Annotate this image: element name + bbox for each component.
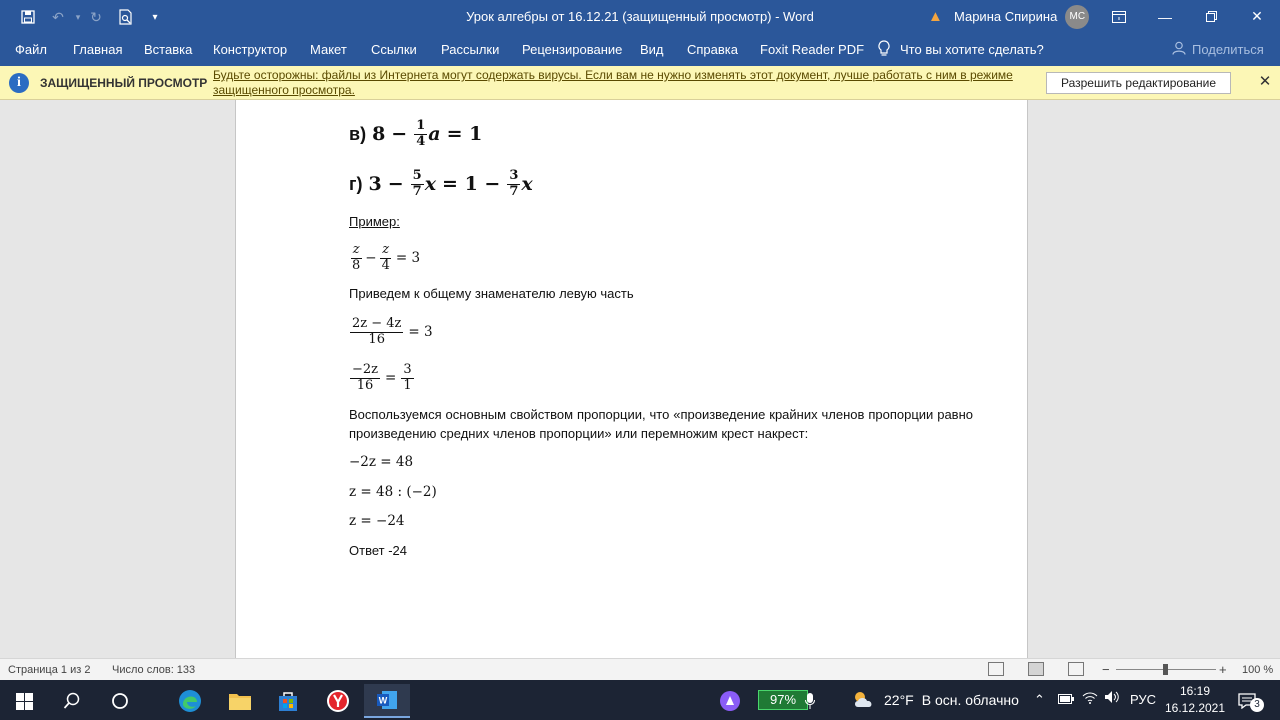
equation-3: $\frac{-2z}{16}$ = $\frac{3}{1}$ — [352, 361, 412, 393]
fraction: $\frac{z}{4}$ — [381, 241, 390, 273]
equation-2: $\frac{2z - 4z}{16}$ = 3 — [352, 315, 433, 347]
notification-center-icon[interactable] — [1238, 680, 1272, 720]
item-g-label: г) — [349, 173, 363, 194]
ribbon-display-options-icon[interactable] — [1096, 0, 1142, 33]
print-layout-icon[interactable] — [1028, 662, 1044, 676]
save-icon[interactable] — [18, 7, 38, 27]
tab-layout[interactable]: Макет — [310, 42, 347, 57]
zoom-level[interactable]: 100 % — [1242, 664, 1274, 676]
battery-indicator[interactable]: 97% — [758, 690, 808, 710]
equation-6: z = −24 — [349, 513, 405, 529]
tell-me-label: Что вы хотите сделать? — [900, 42, 1044, 57]
yandex-browser-icon[interactable] — [318, 684, 358, 718]
web-layout-icon[interactable] — [1068, 662, 1084, 676]
taskbar — [0, 680, 1280, 720]
weather-widget[interactable] — [852, 680, 1019, 720]
protected-view-title: ЗАЩИЩЕННЫЙ ПРОСМОТР — [40, 76, 208, 90]
person-icon — [1172, 41, 1186, 58]
word-count[interactable]: Число слов: 133 — [112, 664, 196, 676]
tab-design[interactable]: Конструктор — [213, 42, 288, 57]
shield-info-icon: i — [9, 73, 29, 93]
volume-icon[interactable] — [1104, 680, 1120, 720]
minimize-icon[interactable]: — — [1158, 8, 1172, 25]
user-name: Марина Спирина — [954, 9, 1058, 24]
fraction: $\frac{3}{1}$ — [403, 361, 412, 393]
microphone-icon[interactable] — [800, 684, 820, 718]
window-title: Урок алгебры от 16.12.21 (защищенный просмотр) - Word — [466, 9, 814, 24]
zoom-slider-thumb[interactable] — [1163, 664, 1168, 675]
proportion-text: Воспользуемся основным свойством пропорции, что «произведение крайних членов пропорции равно произведению средних членов пропорции» или перемножим крест накрест: — [349, 407, 973, 441]
equation-4: −2z = 48 — [349, 454, 414, 470]
date: 16.12.2021 — [1164, 701, 1226, 715]
zoom-out-icon[interactable]: − — [1102, 662, 1110, 677]
tab-home[interactable]: Главная — [73, 42, 123, 57]
tab-help[interactable]: Справка — [687, 42, 738, 57]
print-preview-icon[interactable] — [116, 7, 136, 27]
fraction: $\frac{3}{7}$ — [509, 167, 519, 199]
fraction: $\frac{5}{7}$ — [412, 167, 422, 199]
zoom-in-icon[interactable]: + — [1219, 662, 1227, 677]
document-area[interactable] — [0, 100, 1280, 658]
cortana-icon[interactable] — [100, 684, 140, 718]
tab-review[interactable]: Рецензирование — [522, 42, 623, 57]
fraction: $\frac{z}{8}$ — [352, 241, 361, 273]
temperature: 22°F — [884, 692, 914, 708]
step-text: Приведем к общему знаменателю левую часть — [349, 286, 634, 301]
svg-text:W: W — [378, 695, 388, 706]
avatar[interactable]: МС — [1065, 5, 1089, 29]
store-icon[interactable] — [268, 684, 308, 718]
alice-assistant-icon[interactable] — [710, 684, 750, 718]
tell-me-box[interactable] — [878, 33, 1044, 66]
lightbulb-icon — [878, 40, 890, 60]
tab-insert[interactable]: Вставка — [144, 42, 193, 57]
title-bar — [0, 0, 1280, 33]
status-bar — [0, 658, 1280, 680]
battery-tray-icon[interactable] — [1058, 680, 1074, 720]
example-heading: Пример: — [349, 214, 400, 229]
restore-icon[interactable] — [1188, 0, 1234, 33]
equation-v: в) 8 − $\frac{1}{4}$ a = 1 — [349, 117, 483, 149]
wifi-icon[interactable] — [1082, 680, 1098, 720]
equation-g: г) 3 − $\frac{5}{7}$ x = 1 − $\frac{3}{7}$ x — [349, 167, 533, 199]
edge-icon[interactable] — [170, 684, 210, 718]
undo-icon[interactable]: ↶ — [52, 8, 64, 25]
tab-mailings[interactable]: Рассылки — [441, 42, 500, 57]
cloudy-weather-icon — [852, 690, 876, 711]
weather-condition: В осн. облачно — [921, 692, 1019, 708]
show-hidden-icons-icon[interactable]: ⌃ — [1034, 692, 1045, 707]
share-button[interactable] — [1172, 33, 1264, 66]
time: 16:19 — [1179, 684, 1211, 698]
fraction: $\frac{2z - 4z}{16}$ — [352, 315, 402, 347]
customize-qat-icon[interactable]: ▾ — [152, 11, 158, 23]
enable-editing-button[interactable]: Разрешить редактирование — [1046, 72, 1231, 94]
tab-foxit[interactable]: Foxit Reader PDF — [760, 42, 865, 57]
close-icon[interactable]: ✕ — [1251, 8, 1263, 24]
document-page[interactable] — [235, 100, 1028, 658]
user-area[interactable] — [928, 0, 1089, 33]
file-explorer-icon[interactable] — [220, 684, 260, 718]
ribbon-tabs — [0, 33, 1280, 66]
notification-count: 3 — [1250, 698, 1264, 712]
language-indicator[interactable]: РУС — [1130, 692, 1157, 707]
share-label: Поделиться — [1192, 42, 1264, 57]
item-v-label: в) — [349, 123, 367, 144]
equation-5: z = 48 : (−2) — [349, 484, 437, 500]
equation-1: $\frac{z}{8}$ − $\frac{z}{4}$ = 3 — [352, 241, 421, 273]
tab-file[interactable]: Файл — [15, 42, 47, 57]
page-indicator[interactable]: Страница 1 из 2 — [8, 664, 91, 676]
read-mode-icon[interactable] — [988, 662, 1004, 676]
redo-icon[interactable]: ↻ — [90, 8, 102, 25]
windows-start-icon[interactable] — [4, 684, 44, 718]
answer-text: Ответ -24 — [349, 543, 407, 558]
tab-references[interactable]: Ссылки — [371, 42, 417, 57]
warning-icon[interactable]: ▲ — [928, 7, 943, 25]
clock[interactable] — [1160, 683, 1230, 717]
fraction: $\frac{1}{4}$ — [416, 117, 426, 149]
tab-view[interactable]: Вид — [640, 42, 664, 57]
protected-view-message[interactable]: Будьте осторожны: файлы из Интернета могут содержать вирусы. Если вам не нужно изменять этот документ, лучше работать с ним в режиме защищенного просмотра. — [213, 68, 1013, 97]
word-taskbar-icon[interactable] — [364, 684, 410, 718]
undo-dropdown-icon[interactable]: ▾ — [75, 11, 81, 22]
search-icon[interactable] — [52, 684, 92, 718]
protected-view-bar — [0, 66, 1280, 100]
close-message-bar-icon[interactable]: ✕ — [1258, 73, 1272, 90]
fraction: $\frac{-2z}{16}$ — [352, 361, 379, 393]
